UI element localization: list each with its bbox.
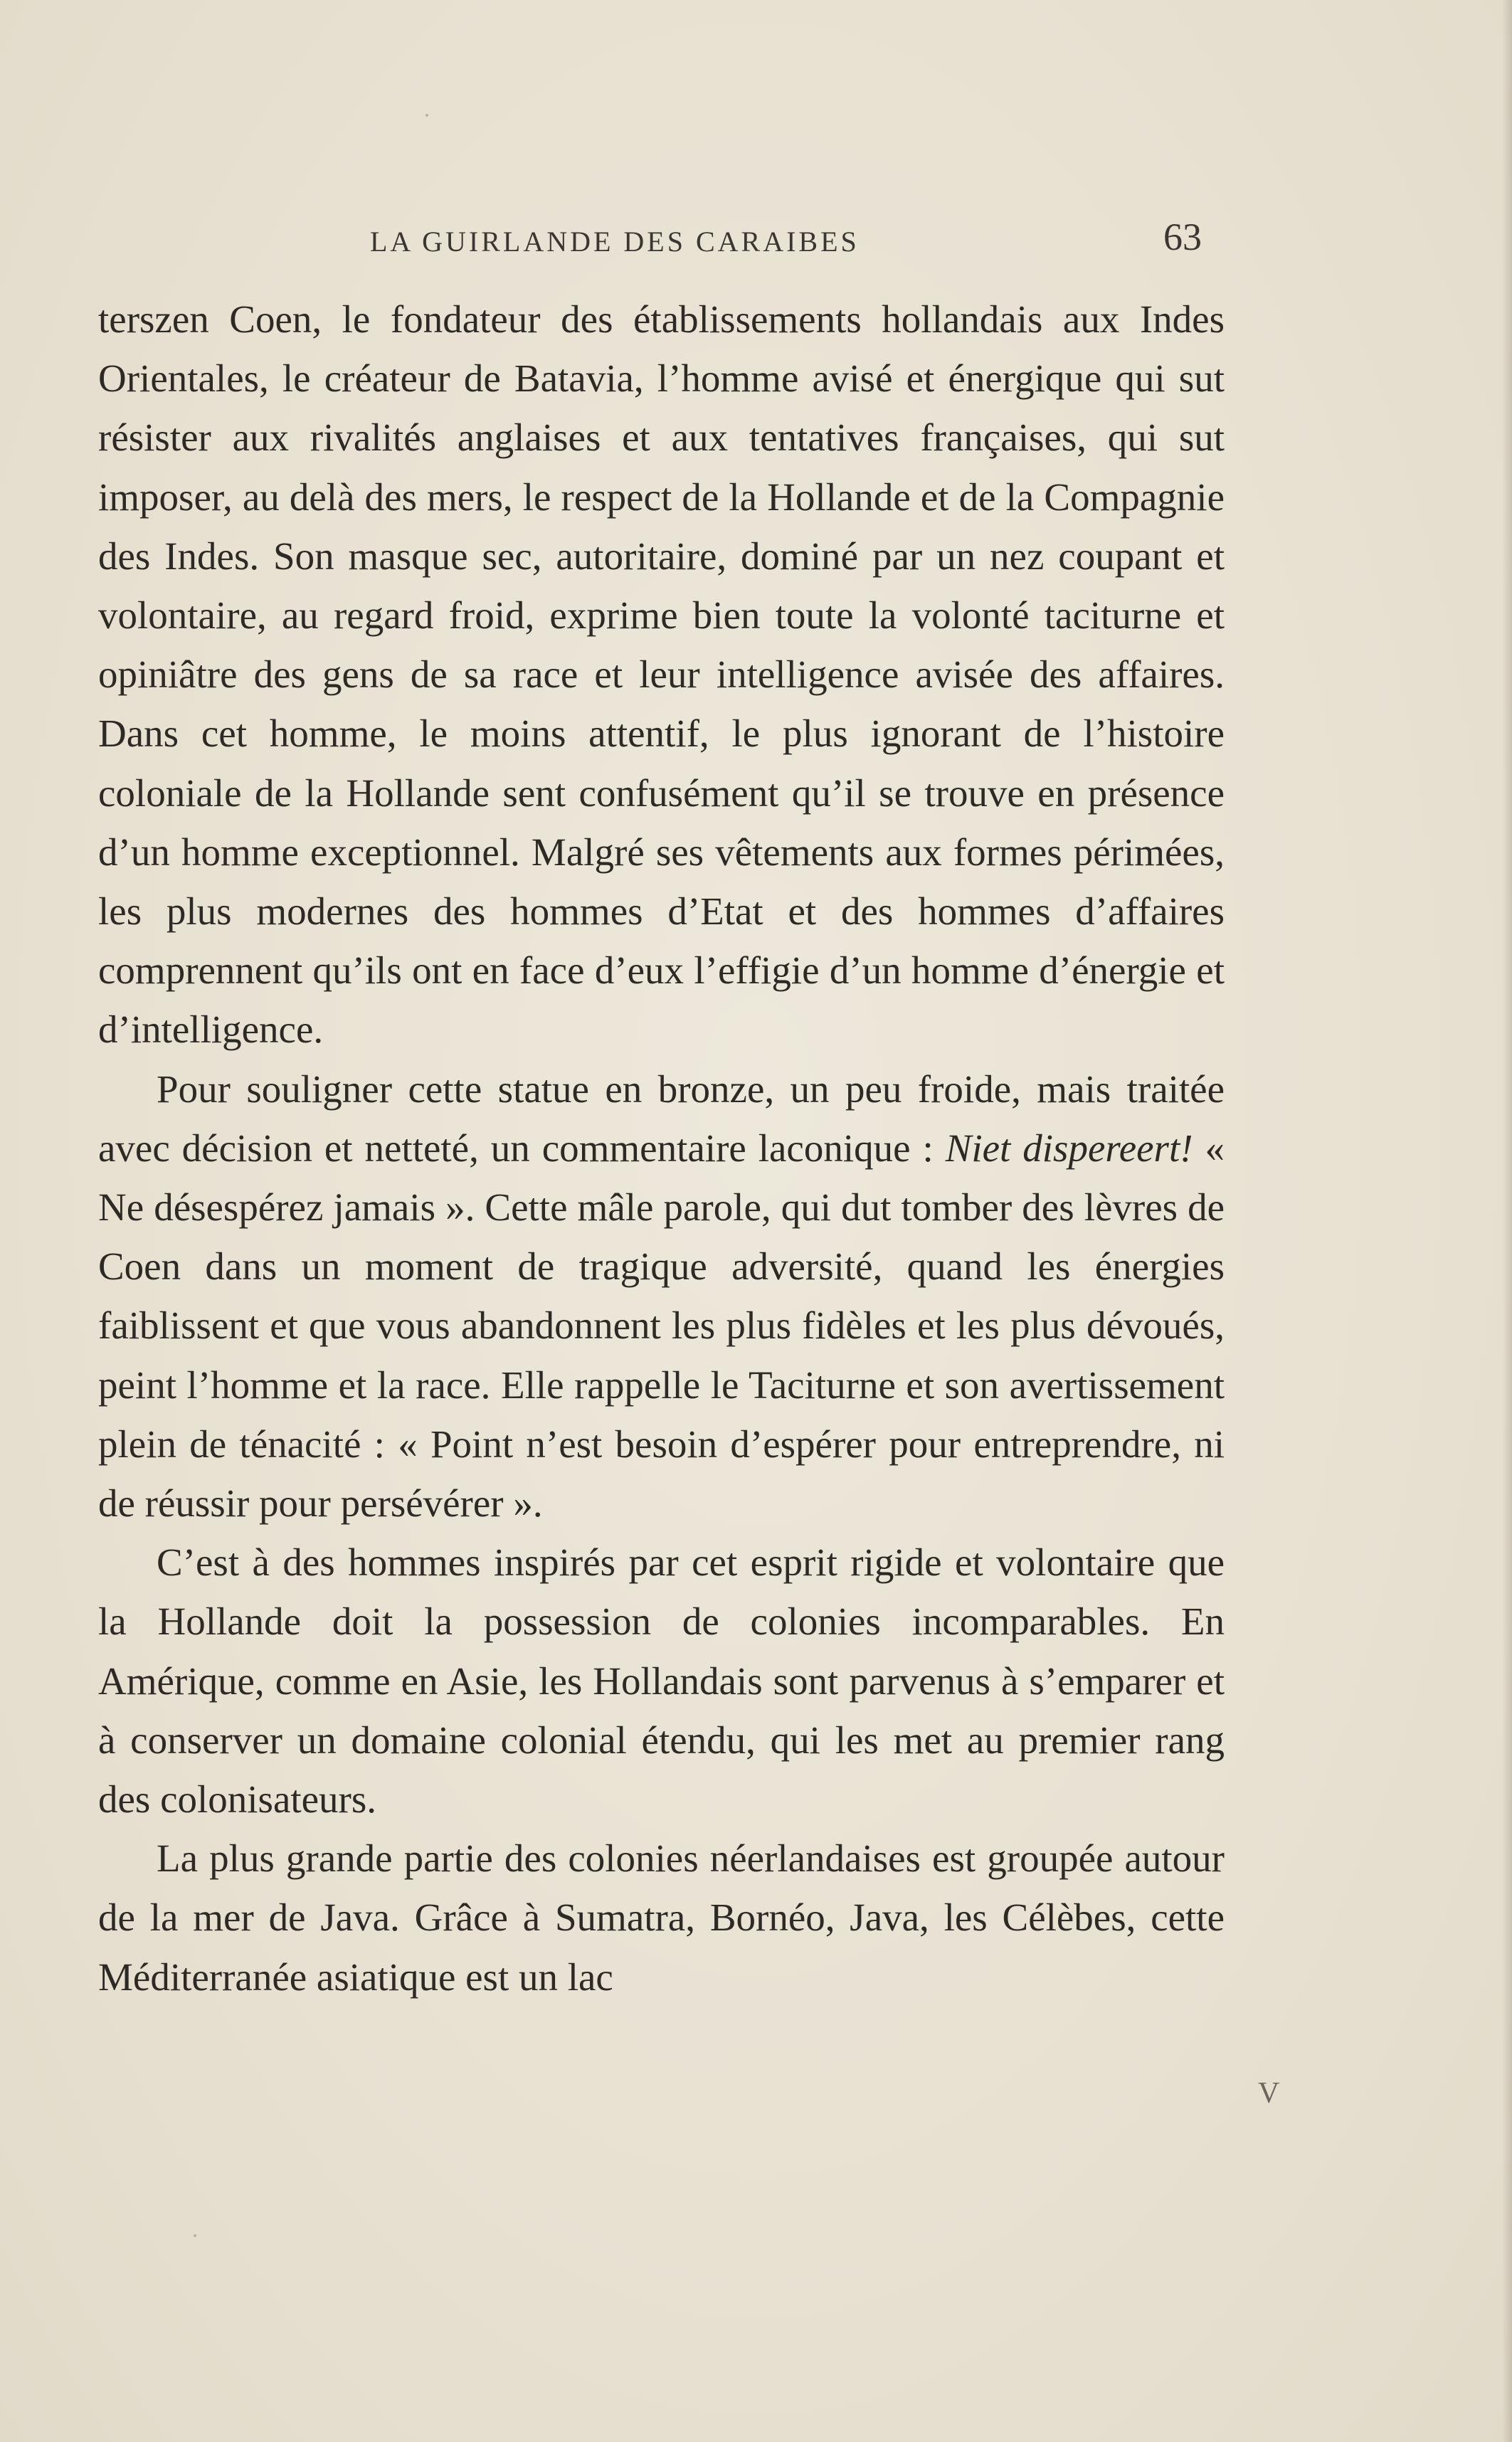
paragraph-2 — [98, 1059, 1225, 1533]
body-text — [98, 290, 1225, 2007]
paper-speck — [194, 2234, 196, 2237]
paper-speck — [425, 114, 428, 117]
paragraph-text: Pour souligner cette statue en bronze, un peu froide, mais traitée avec décision et netteté, un commentaire laconique : — [98, 1067, 1225, 1170]
paragraph-4 — [98, 1829, 1225, 2007]
paragraph-text: terszen Coen, le fondateur des établissements hollandais aux Indes Orientales, le créateur de Batavia, l’homme avisé et énergique qui sut résister aux rivalités anglaises et aux tentatives françaises, qui sut imposer, au delà des mers, le respect de la Hollande et de la Compagnie des Indes. Son masque sec, autoritaire, dominé par un nez coupant et volontaire, au regard froid, exprime bien toute la volonté taciturne et opiniâtre des gens de sa race et leur intelligence avisée des affaires. Dans cet homme, le moins attentif, le plus ignorant de l’histoire coloniale de la Hollande sent confusément qu’il se trouve en présence d’un homme exceptionnel. Malgré ses vêtements aux formes périmées, les plus modernes des hommes d’Etat et des hommes d’affaires comprennent qu’ils ont en face d’eux l’effigie d’un homme d’énergie et d’intelligence. — [98, 297, 1225, 1052]
paragraph-3 — [98, 1533, 1225, 1829]
paragraph-1 — [98, 290, 1225, 1059]
margin-mark: V — [1258, 2077, 1280, 2110]
paragraph-text: « Ne désespérez jamais ». Cette mâle parole, qui dut tomber des lèvres de Coen dans un moment de tragique adversité, quand les énergies faiblissent et que vous abandonnent les plus fidèles et les plus dévoués, peint l’homme et la race. Elle rappelle le Taciturne et son avertissement plein de ténacité : « Point n’est besoin d’espérer pour entreprendre, ni de réussir pour persévérer ». — [98, 1126, 1225, 1526]
running-title: LA GUIRLANDE DES CARAIBES — [370, 226, 860, 258]
page-number: 63 — [1163, 216, 1202, 258]
paragraph-text: La plus grande partie des colonies néerlandaises est groupée autour de la mer de Java. Grâce à Sumatra, Bornéo, Java, les Célèbes, cette Méditerranée asiatique est un lac — [98, 1836, 1225, 1999]
page-edge-shadow — [1502, 0, 1512, 2442]
dutch-motto: Niet dispereert! — [945, 1126, 1193, 1170]
paragraph-text: C’est à des hommes inspirés par cet esprit rigide et volontaire que la Hollande doit la possession de colonies incomparables. En Amérique, comme en Asie, les Hollandais sont parvenus à s’emparer et à conserver un domaine colonial étendu, qui les met au premier rang des colonisateurs. — [98, 1540, 1225, 1822]
